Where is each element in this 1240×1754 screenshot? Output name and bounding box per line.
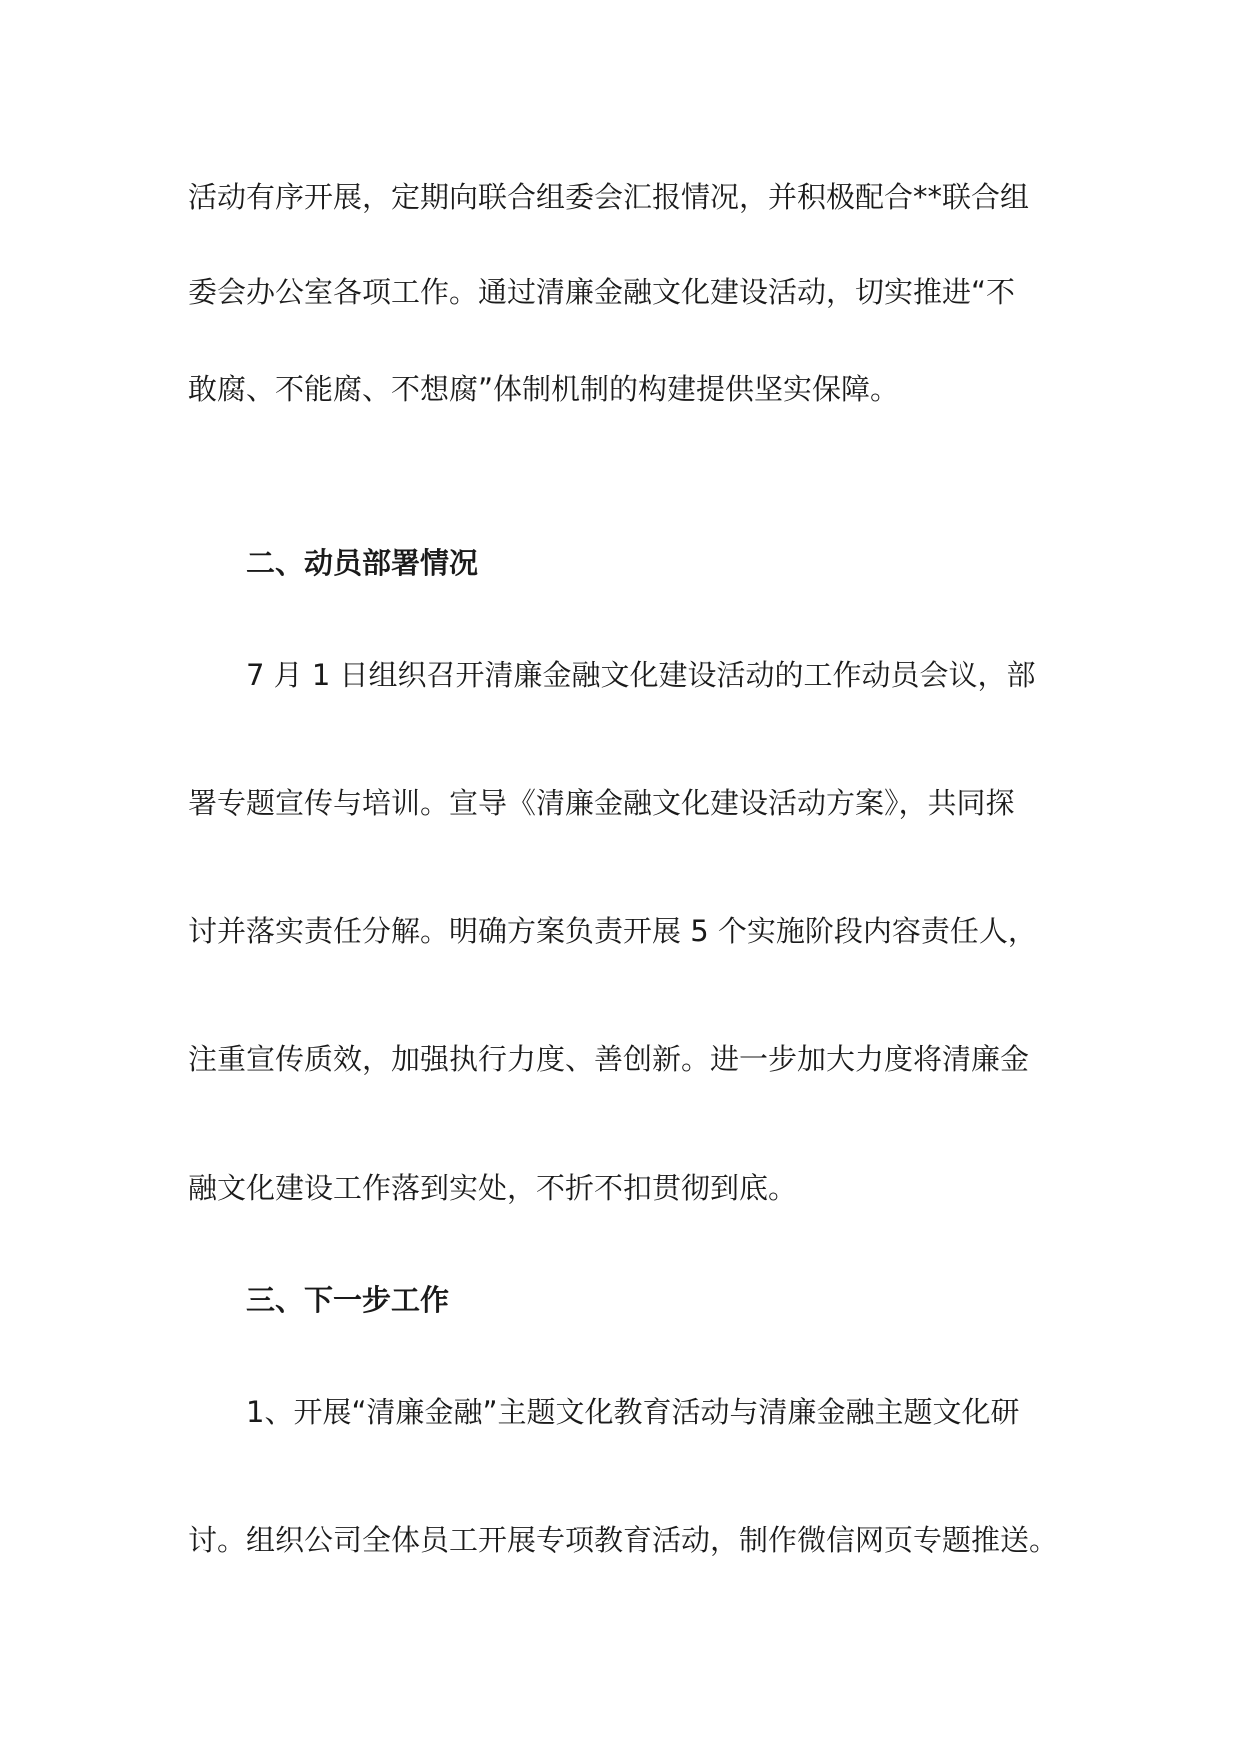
paragraph-line: 讨并落实责任分解。明确方案负责开展 5 个实施阶段内容责任人，: [188, 914, 1037, 948]
section-heading: 三、下一步工作: [246, 1283, 450, 1317]
paragraph-line: 委会办公室各项工作。通过清廉金融文化建设活动，切实推进“不: [188, 275, 1016, 309]
paragraph-line: 1、开展“清廉金融”主题文化教育活动与清廉金融主题文化研: [246, 1395, 1020, 1429]
paragraph-line: 敢腐、不能腐、不想腐”体制机制的构建提供坚实保障。: [188, 372, 900, 406]
paragraph-line: 融文化建设工作落到实处，不折不扣贯彻到底。: [188, 1171, 798, 1205]
section-heading: 二、动员部署情况: [246, 546, 479, 580]
paragraph-line: 7 月 1 日组织召开清廉金融文化建设活动的工作动员会议，部: [246, 658, 1036, 692]
paragraph-line: 活动有序开展，定期向联合组委会汇报情况，并积极配合**联合组: [188, 180, 1030, 214]
paragraph-line: 讨。组织公司全体员工开展专项教育活动，制作微信网页专题推送。: [188, 1523, 1059, 1557]
paragraph-line: 注重宣传质效，加强执行力度、善创新。进一步加大力度将清廉金: [188, 1042, 1030, 1076]
paragraph-line: 署专题宣传与培训。宣导《清廉金融文化建设活动方案》，共同探: [188, 786, 1015, 820]
